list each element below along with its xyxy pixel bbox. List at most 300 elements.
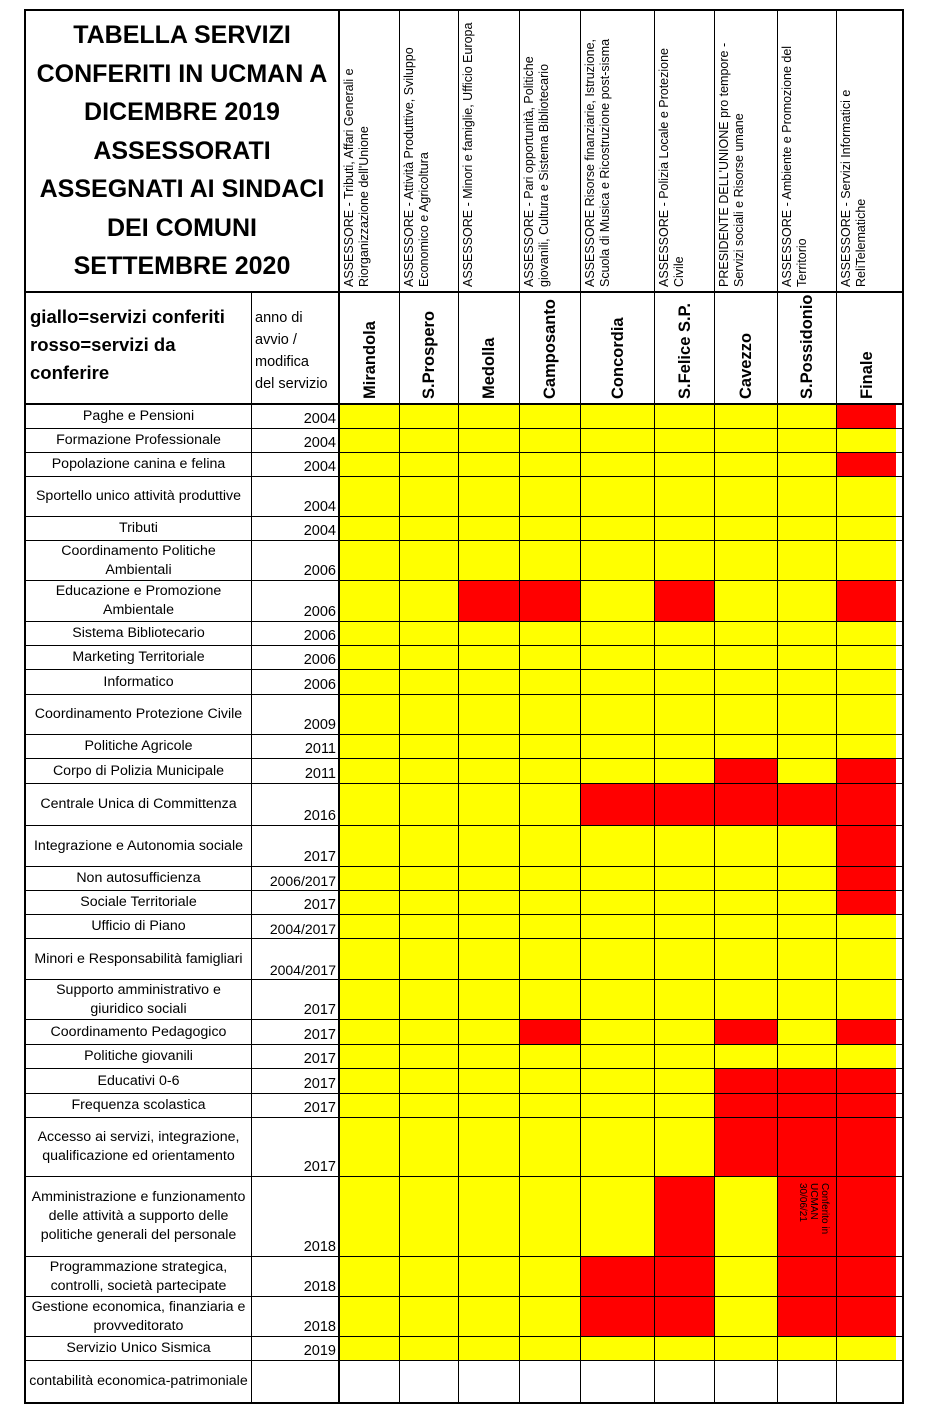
table-row: [26, 695, 902, 735]
service-name: [26, 453, 252, 476]
table-row: [26, 1257, 902, 1297]
cell-conferred: [581, 980, 655, 1019]
cell-to-confer: [837, 405, 896, 428]
cell-conferred: [340, 541, 400, 580]
cell-conferred: [715, 1297, 778, 1336]
cell-conferred: [400, 1045, 459, 1068]
cell-conferred: [340, 891, 400, 914]
comune-label: Mirandola: [360, 321, 379, 399]
subheader-row: [26, 293, 902, 405]
comune-label: S.Prospero: [420, 310, 438, 399]
cell-conferred: [778, 581, 837, 621]
assessorato-label: ASSESSORE - Servizi Informatici e ReliTelematiche: [839, 89, 868, 287]
cell-conferred: [459, 646, 520, 669]
service-year: 2004: [252, 477, 340, 516]
cell-conferred: [400, 891, 459, 914]
cell-conferred: [581, 915, 655, 938]
cell-conferred: [778, 759, 837, 783]
cell-conferred: [837, 517, 896, 540]
cell-conferred: [459, 759, 520, 783]
cell-conferred: [400, 477, 459, 516]
cell-conferred: [459, 453, 520, 476]
service-year: 2006: [252, 646, 340, 669]
cell-conferred: [340, 581, 400, 621]
service-year: 2017: [252, 1118, 340, 1176]
cell-conferred: [340, 1118, 400, 1176]
service-label: Popolazione canina e felina: [51, 456, 226, 472]
cell-conferred: [340, 622, 400, 645]
cell-conferred: [715, 915, 778, 938]
table-row: [26, 477, 902, 517]
cell-conferred: [459, 1177, 520, 1256]
assessorato-label: ASSESSORE - Ambiente e Promozione del Territorio: [780, 45, 809, 287]
service-name: [26, 1257, 252, 1296]
cell-conferred: [400, 405, 459, 428]
cell-conferred: [581, 477, 655, 516]
cell-conferred: [655, 622, 715, 645]
service-year: 2011: [252, 735, 340, 758]
cell-conferred: [655, 405, 715, 428]
cell-conferred: [520, 622, 581, 645]
cell-conferred: [520, 1177, 581, 1256]
cell-conferred: [655, 429, 715, 452]
cell-conferred: [715, 581, 778, 621]
cell-conferred: [778, 429, 837, 452]
cell-conferred: [655, 1045, 715, 1068]
cell-to-confer: [581, 1257, 655, 1296]
service-year: 2018: [252, 1257, 340, 1296]
comune-label: Concordia: [608, 317, 627, 399]
service-label: Formazione Professionale: [56, 432, 221, 448]
cell-conferred: [581, 1069, 655, 1093]
service-year: 2009: [252, 695, 340, 734]
service-year: 2004: [252, 453, 340, 476]
cell-conferred: [581, 695, 655, 734]
cell-conferred: [520, 1094, 581, 1117]
cell-conferred: [459, 826, 520, 866]
cell-conferred: [400, 784, 459, 825]
service-year: 2004/2017: [252, 939, 340, 979]
cell-empty: [340, 1361, 400, 1402]
cell-conferred: [340, 695, 400, 734]
cell-conferred: [520, 453, 581, 476]
cell-to-confer: [837, 867, 896, 890]
cell-conferred: [340, 867, 400, 890]
cell-conferred: [459, 1094, 520, 1117]
cell-conferred: [340, 517, 400, 540]
cell-conferred: [715, 1177, 778, 1256]
cell-conferred: [715, 622, 778, 645]
cell-conferred: [400, 646, 459, 669]
service-label: Supporto amministrativo e giuridico sociali: [56, 981, 221, 1017]
service-name: [26, 517, 252, 540]
cell-conferred: [340, 980, 400, 1019]
cell-conferred: [581, 453, 655, 476]
cell-to-confer: [581, 1297, 655, 1336]
title-line: TABELLA SERVIZI: [73, 21, 291, 50]
year-header-line: del servizio: [255, 376, 328, 392]
cell-conferred: [400, 581, 459, 621]
service-label: Educazione e Promozione Ambientale: [55, 583, 222, 618]
cell-conferred: [778, 453, 837, 476]
cell-to-confer: [715, 1020, 778, 1044]
cell-conferred: [715, 695, 778, 734]
table-row: [26, 429, 902, 453]
table-row: [26, 1020, 902, 1045]
year-header-line: anno di: [255, 310, 303, 326]
cell-conferred: [581, 1020, 655, 1044]
cell-conferred: [520, 405, 581, 428]
table-row: [26, 759, 902, 784]
service-year: 2017: [252, 980, 340, 1019]
service-label: Educativi 0-6: [97, 1072, 180, 1089]
cell-conferred: [459, 670, 520, 694]
cell-conferred: [400, 1020, 459, 1044]
assessorato-header: [715, 11, 778, 291]
cell-conferred: [778, 1045, 837, 1068]
service-name: [26, 429, 252, 452]
cell-conferred: [581, 939, 655, 979]
table-row: [26, 646, 902, 670]
cell-empty: [581, 1361, 655, 1402]
title-line: ASSEGNATI AI SINDACI: [39, 175, 325, 204]
cell-to-confer: [778, 1094, 837, 1117]
cell-conferred: [400, 867, 459, 890]
cell-to-confer: [837, 453, 896, 476]
cell-to-confer: [837, 1020, 896, 1044]
comune-header: [459, 293, 520, 403]
cell-conferred: [655, 1337, 715, 1360]
cell-conferred: [581, 759, 655, 783]
cell-conferred: [340, 735, 400, 758]
comune-label: S.Felice S.P.: [675, 302, 694, 399]
cell-conferred: [778, 1020, 837, 1044]
cell-to-confer: [655, 1297, 715, 1336]
service-label: Accesso ai servizi, integrazione, qualificazione ed orientamento: [37, 1129, 240, 1164]
cell-conferred: [778, 1337, 837, 1360]
cell-conferred: [581, 1337, 655, 1360]
cell-conferred: [715, 541, 778, 580]
cell-conferred: [520, 735, 581, 758]
cell-to-confer: [459, 581, 520, 621]
service-label: Servizio Unico Sismica: [66, 1340, 211, 1356]
cell-conferred: [655, 517, 715, 540]
cell-conferred: [715, 453, 778, 476]
year-header-line: avvio /: [255, 332, 297, 348]
cell-conferred: [581, 1177, 655, 1256]
service-name: [26, 915, 252, 938]
cell-to-confer: [837, 1257, 896, 1296]
cell-conferred: [581, 867, 655, 890]
cell-to-confer: [655, 1177, 715, 1256]
cell-empty: [655, 1361, 715, 1402]
cell-conferred: [520, 784, 581, 825]
cell-conferred: [715, 517, 778, 540]
cell-conferred: [778, 541, 837, 580]
cell-conferred: [715, 735, 778, 758]
comune-header: [340, 293, 400, 403]
cell-conferred: [340, 405, 400, 428]
cell-conferred: [837, 622, 896, 645]
cell-conferred: [581, 1094, 655, 1117]
cell-conferred: [778, 646, 837, 669]
cell-conferred: [400, 1257, 459, 1296]
table-body: [26, 405, 902, 1402]
comune-label: S.Possidonio: [798, 294, 816, 399]
service-label: Sistema Bibliotecario: [72, 625, 205, 641]
service-name: [26, 735, 252, 758]
legend-line: giallo=servizi conferiti: [30, 306, 225, 327]
cell-conferred: [837, 541, 896, 580]
table-row: [26, 826, 902, 867]
service-year: 2004/2017: [252, 915, 340, 938]
service-label: Gestione economica, finanziaria e provveditorato: [31, 1298, 246, 1334]
cell-conferred: [581, 517, 655, 540]
cell-to-confer: [778, 1069, 837, 1093]
comune-label: Medolla: [480, 337, 498, 399]
cell-conferred: [655, 646, 715, 669]
table-row: [26, 1297, 902, 1337]
table-row: [26, 1045, 902, 1069]
service-label: Ufficio di Piano: [91, 918, 186, 934]
cell-conferred: [400, 735, 459, 758]
cell-conferred: [715, 1337, 778, 1360]
cell-conferred: [340, 670, 400, 694]
cell-conferred: [581, 646, 655, 669]
comune-label: Finale: [857, 351, 876, 399]
cell-conferred: [340, 477, 400, 516]
cell-conferred: [778, 517, 837, 540]
service-label: Informatico: [103, 673, 174, 690]
service-name: [26, 1094, 252, 1117]
cell-conferred: [581, 670, 655, 694]
service-year: 2004: [252, 405, 340, 428]
table-row: [26, 1337, 902, 1361]
cell-conferred: [715, 867, 778, 890]
table-row: [26, 915, 902, 939]
cell-conferred: [520, 867, 581, 890]
assessorato-header: [340, 11, 400, 291]
cell-conferred: [655, 1069, 715, 1093]
comune-header: [715, 293, 778, 403]
cell-conferred: [400, 1337, 459, 1360]
cell-conferred: [520, 541, 581, 580]
cell-conferred: [837, 980, 896, 1019]
page-title: [26, 11, 340, 291]
cell-conferred: [837, 939, 896, 979]
cell-conferred: [778, 622, 837, 645]
cell-conferred: [778, 405, 837, 428]
cell-conferred: [581, 891, 655, 914]
cell-conferred: [655, 541, 715, 580]
cell-conferred: [459, 867, 520, 890]
cell-conferred: [340, 1297, 400, 1336]
cell-conferred: [340, 939, 400, 979]
cell-conferred: [778, 670, 837, 694]
table-row: [26, 517, 902, 541]
cell-to-confer: [715, 1118, 778, 1176]
cell-conferred: [459, 980, 520, 1019]
cell-conferred: [715, 405, 778, 428]
cell-conferred: [778, 735, 837, 758]
cell-conferred: [581, 581, 655, 621]
cell-conferred: [581, 1118, 655, 1176]
assessorato-label: ASSESSORE - Minori e famiglie, Ufficio Europa: [461, 22, 475, 287]
cell-conferred: [400, 517, 459, 540]
service-label: Coordinamento Protezione Civile: [34, 706, 243, 722]
service-year: 2017: [252, 891, 340, 914]
cell-conferred: [837, 1337, 896, 1360]
service-year: 2006/2017: [252, 867, 340, 890]
assessorato-header: [581, 11, 655, 291]
service-year: 2017: [252, 1094, 340, 1117]
table-row: [26, 670, 902, 695]
cell-conferred: [400, 429, 459, 452]
service-name: [26, 1361, 252, 1402]
cell-conferred: [778, 477, 837, 516]
cell-conferred: [778, 695, 837, 734]
cell-conferred: [400, 453, 459, 476]
cell-conferred: [581, 405, 655, 428]
cell-conferred: [715, 891, 778, 914]
cell-conferred: [340, 1177, 400, 1256]
comune-header: [581, 293, 655, 403]
cell-conferred: [400, 1177, 459, 1256]
cell-conferred: [520, 1257, 581, 1296]
cell-conferred: [400, 1069, 459, 1093]
service-label: Coordinamento Politiche Ambientali: [61, 542, 216, 578]
cell-conferred: [340, 915, 400, 938]
service-year: 2017: [252, 1020, 340, 1044]
cell-conferred: [715, 477, 778, 516]
cell-conferred: [520, 1069, 581, 1093]
table-row: [26, 939, 902, 980]
cell-conferred: [400, 1297, 459, 1336]
cell-conferred: [340, 1257, 400, 1296]
cell-conferred: [459, 1069, 520, 1093]
service-name: [26, 646, 252, 669]
cell-empty: [520, 1361, 581, 1402]
service-name: [26, 670, 252, 694]
service-name: [26, 1118, 252, 1176]
service-year: 2017: [252, 826, 340, 866]
title-line: DICEMBRE 2019: [84, 98, 280, 127]
assessorato-label: ASSESSORE - Attività Produttive, Sviluppo Economico e Agricoltura: [402, 47, 431, 287]
table-row: [26, 1361, 902, 1402]
cell-conferred: [520, 429, 581, 452]
cell-conferred: [655, 1020, 715, 1044]
cell-conferred: [340, 1069, 400, 1093]
cell-conferred: [655, 826, 715, 866]
service-label: Paghe e Pensioni: [82, 408, 195, 424]
cell-conferred: [459, 477, 520, 516]
cell-conferred: [520, 826, 581, 866]
title-line: SETTEMBRE 2020: [73, 252, 291, 281]
cell-conferred: [837, 646, 896, 669]
cell-conferred: [581, 429, 655, 452]
cell-conferred: [655, 695, 715, 734]
table-row: [26, 541, 902, 581]
service-name: [26, 1069, 252, 1093]
service-year: 2004: [252, 517, 340, 540]
cell-conferred: [778, 980, 837, 1019]
table-row: [26, 405, 902, 429]
cell-conferred: [520, 477, 581, 516]
cell-conferred: [340, 784, 400, 825]
table-row: [26, 622, 902, 646]
header-row: [26, 11, 902, 293]
cell-conferred: [520, 759, 581, 783]
cell-conferred: [400, 622, 459, 645]
cell-conferred: [400, 695, 459, 734]
cell-conferred: [520, 891, 581, 914]
service-label: Programmazione strategica, controlli, società partecipate: [49, 1258, 228, 1294]
cell-conferred: [459, 1337, 520, 1360]
cell-conferred: [778, 826, 837, 866]
table-row: [26, 980, 902, 1020]
cell-conferred: [581, 541, 655, 580]
cell-conferred: [520, 980, 581, 1019]
cell-conferred: [715, 826, 778, 866]
cell-conferred: [459, 1118, 520, 1176]
cell-conferred: [581, 1045, 655, 1068]
cell-conferred: [655, 735, 715, 758]
cell-conferred: [400, 1118, 459, 1176]
service-label: Corpo di Polizia Municipale: [52, 762, 225, 779]
cell-conferred: [655, 867, 715, 890]
cell-conferred: [655, 477, 715, 516]
service-name: [26, 867, 252, 890]
cell-conferred: [655, 891, 715, 914]
cell-conferred: [520, 517, 581, 540]
service-year: 2006: [252, 581, 340, 621]
cell-conferred: [715, 1257, 778, 1296]
cell-conferred: [400, 541, 459, 580]
cell-empty: [837, 1361, 896, 1402]
service-year: 2019: [252, 1337, 340, 1360]
cell-to-confer: [655, 784, 715, 825]
cell-conferred: [340, 759, 400, 783]
cell-conferred: [715, 429, 778, 452]
comune-label: Cavezzo: [737, 332, 755, 399]
cell-conferred: [340, 1337, 400, 1360]
service-name: [26, 622, 252, 645]
cell-to-confer: [655, 581, 715, 621]
cell-conferred: [459, 1297, 520, 1336]
cell-conferred: [340, 453, 400, 476]
cell-conferred: [520, 1337, 581, 1360]
cell-conferred: [459, 541, 520, 580]
cell-conferred: [400, 826, 459, 866]
cell-conferred: [400, 939, 459, 979]
service-label: Minori e Responsabilità famigliari: [34, 950, 243, 967]
service-name: [26, 581, 252, 621]
cell-to-confer: [837, 891, 896, 914]
cell-to-confer: [837, 1094, 896, 1117]
comune-header: [400, 293, 459, 403]
cell-conferred: [340, 1045, 400, 1068]
cell-conferred: [459, 939, 520, 979]
service-label: Tributi: [119, 520, 158, 536]
cell-conferred: [715, 1045, 778, 1068]
assessorato-header: [520, 11, 581, 291]
table-row: [26, 1069, 902, 1094]
cell-empty: [400, 1361, 459, 1402]
comune-header: [778, 293, 837, 403]
cell-conferred: [837, 735, 896, 758]
cell-conferred: [520, 939, 581, 979]
cell-to-confer: [778, 1118, 837, 1176]
